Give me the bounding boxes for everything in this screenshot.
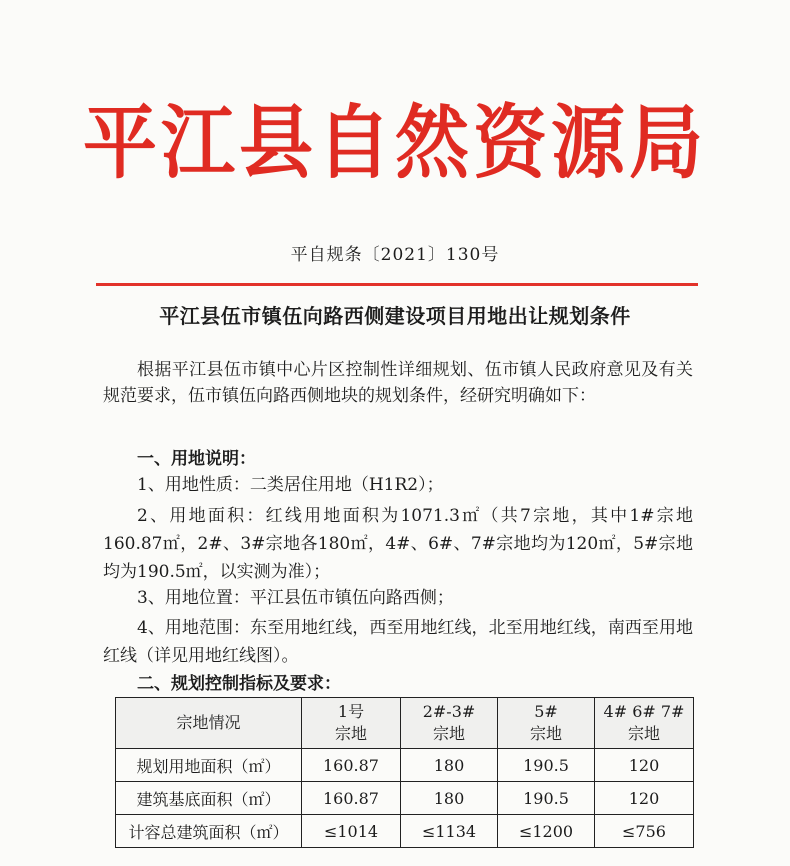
table-cell: 160.87	[302, 782, 401, 815]
table-cell: ≤1014	[302, 815, 401, 848]
table-cell: 190.5	[498, 749, 595, 782]
table-cell: ≤1134	[401, 815, 498, 848]
land-area-item: 2、用地面积：红线用地面积为1071.3㎡（共7宗地，其中1#宗地160.87㎡，2#、3#宗地各180㎡，4#、6#、7#宗地均为120㎡，5#宗地均为190.5㎡，以实测为准）；	[103, 506, 693, 582]
table-row	[116, 749, 694, 782]
table-cell: ≤1200	[498, 815, 595, 848]
header-label: 2#-3# 宗地	[422, 702, 476, 743]
header-label: 1号 宗地	[334, 702, 367, 743]
table-row	[116, 815, 694, 848]
intro-paragraph: 根据平江县伍市镇中心片区控制性详细规划、伍市镇人民政府意见及有关规范要求，伍市镇伍向路西侧地块的规划条件，经研究明确如下：	[103, 360, 693, 406]
table-cell: 160.87	[302, 749, 401, 782]
document-number: 平自规条〔2021〕130号	[290, 245, 500, 265]
table-cell: 180	[401, 782, 498, 815]
red-divider	[96, 283, 698, 286]
table-header-cell	[498, 698, 595, 749]
table-cell: 建筑基底面积（㎡）	[116, 782, 302, 815]
table-header-row	[116, 698, 694, 749]
table-cell: 120	[595, 782, 694, 815]
table-header-cell	[302, 698, 401, 749]
table-cell: ≤756	[595, 815, 694, 848]
header-label: 5# 宗地	[529, 702, 562, 743]
table-cell: 180	[401, 749, 498, 782]
control-indicator-table	[115, 697, 694, 848]
land-nature-item: 1、用地性质：二类居住用地（H1R2）；	[137, 475, 444, 495]
table-cell: 计容总建筑面积（㎡）	[116, 815, 302, 848]
table-row	[116, 782, 694, 815]
table-cell: 规划用地面积（㎡）	[116, 749, 302, 782]
table-header-cell	[116, 698, 302, 749]
agency-title: 平江县自然资源局	[83, 97, 707, 190]
table-header-cell	[401, 698, 498, 749]
land-location-item: 3、用地位置：平江县伍市镇伍向路西侧；	[137, 588, 454, 608]
table-header-cell	[595, 698, 694, 749]
bleed-through-line	[80, 4, 790, 24]
table-cell: 120	[595, 749, 694, 782]
header-label: 宗地情况	[176, 713, 241, 732]
header-label: 4# 6# 7# 宗地	[603, 702, 685, 743]
document-title: 平江县伍市镇伍向路西侧建设项目用地出让规划条件	[159, 304, 631, 328]
section-heading-land-description: 一、用地说明：	[137, 449, 256, 469]
table-cell: 190.5	[498, 782, 595, 815]
land-boundary-item: 4、用地范围：东至用地红线，西至用地红线，北至用地红线，南西至用地红线（详见用地红线图）。	[103, 618, 693, 666]
section-heading-control-indicators: 二、规划控制指标及要求：	[137, 674, 341, 694]
